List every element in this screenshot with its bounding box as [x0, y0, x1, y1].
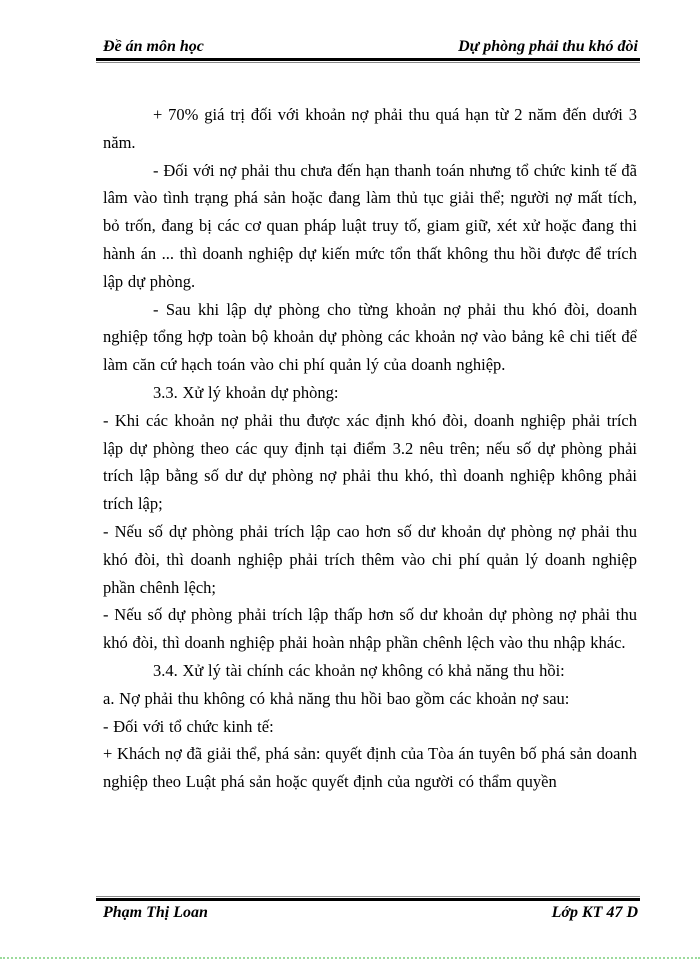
paragraph: - Nếu số dự phòng phải trích lập thấp hơn số dư khoản dự phòng nợ phải thu khó đòi, thì doanh nghiệp phải hoàn nhập phần chênh lệch vào thu nhập khác. — [103, 605, 637, 653]
paragraph: - Đối với nợ phải thu chưa đến hạn thanh toán nhưng tổ chức kinh tế đã lâm vào tình trạng phá sản hoặc đang làm thủ tục giải thể; người nợ mất tích, bỏ trốn, đang bị các cơ quan pháp luật truy tố, giam giữ, xét xử hoặc đang thi hành án ... thì doanh nghiệp dự kiến mức tổn thất không thu hồi được để trích lập dự phòng. — [103, 160, 637, 291]
header-rule — [96, 58, 640, 63]
header-right-title: Dự phòng phải thu khó đòi — [458, 38, 638, 55]
section-heading-3-3: 3.3. Xử lý khoản dự phòng: — [153, 382, 339, 402]
paragraph: - Khi các khoản nợ phải thu được xác định khó đòi, doanh nghiệp phải trích lập dự phòng theo các quy định tại điểm 3.2 nêu trên; nếu số dự phòng phải trích lập bằng số dư dự phòng nợ phải thu khó, thì doanh nghiệp không phải trích lập; — [103, 410, 637, 514]
footer-author-name: Phạm Thị Loan — [103, 904, 208, 921]
paragraph: - Nếu số dự phòng phải trích lập cao hơn số dư khoản dự phòng nợ phải thu khó đòi, thì doanh nghiệp phải trích thêm vào chi phí quản lý doanh nghiệp phần chênh lệch; — [103, 521, 637, 597]
paragraph: - Sau khi lập dự phòng cho từng khoản nợ phải thu khó đòi, doanh nghiệp tổng hợp toàn bộ khoản dự phòng các khoản nợ vào bảng kê chi tiết để làm căn cứ hạch toán vào chi phí quản lý của doanh nghiệp. — [103, 299, 637, 375]
page-boundary-marker — [0, 957, 700, 959]
paragraph: + 70% giá trị đối với khoản nợ phải thu quá hạn từ 2 năm đến dưới 3 năm. — [103, 105, 637, 152]
section-heading-3-4: 3.4. Xử lý tài chính các khoản nợ không có khả năng thu hồi: — [153, 660, 565, 680]
footer-class-label: Lớp KT 47 D — [551, 904, 638, 921]
paragraph: - Đối với tổ chức kinh tế: — [103, 716, 274, 736]
header-left-title: Đề án môn học — [103, 38, 204, 55]
page-header — [103, 38, 638, 56]
document-body — [103, 101, 637, 796]
paragraph: + Khách nợ đã giải thể, phá sản: quyết định của Tòa án tuyên bố phá sản doanh nghiệp theo Luật phá sản hoặc quyết định của người có thẩm quyền — [103, 744, 637, 792]
page-footer — [103, 904, 638, 922]
footer-rule — [96, 896, 640, 901]
paragraph: a. Nợ phải thu không có khả năng thu hồi bao gồm các khoản nợ sau: — [103, 688, 570, 708]
